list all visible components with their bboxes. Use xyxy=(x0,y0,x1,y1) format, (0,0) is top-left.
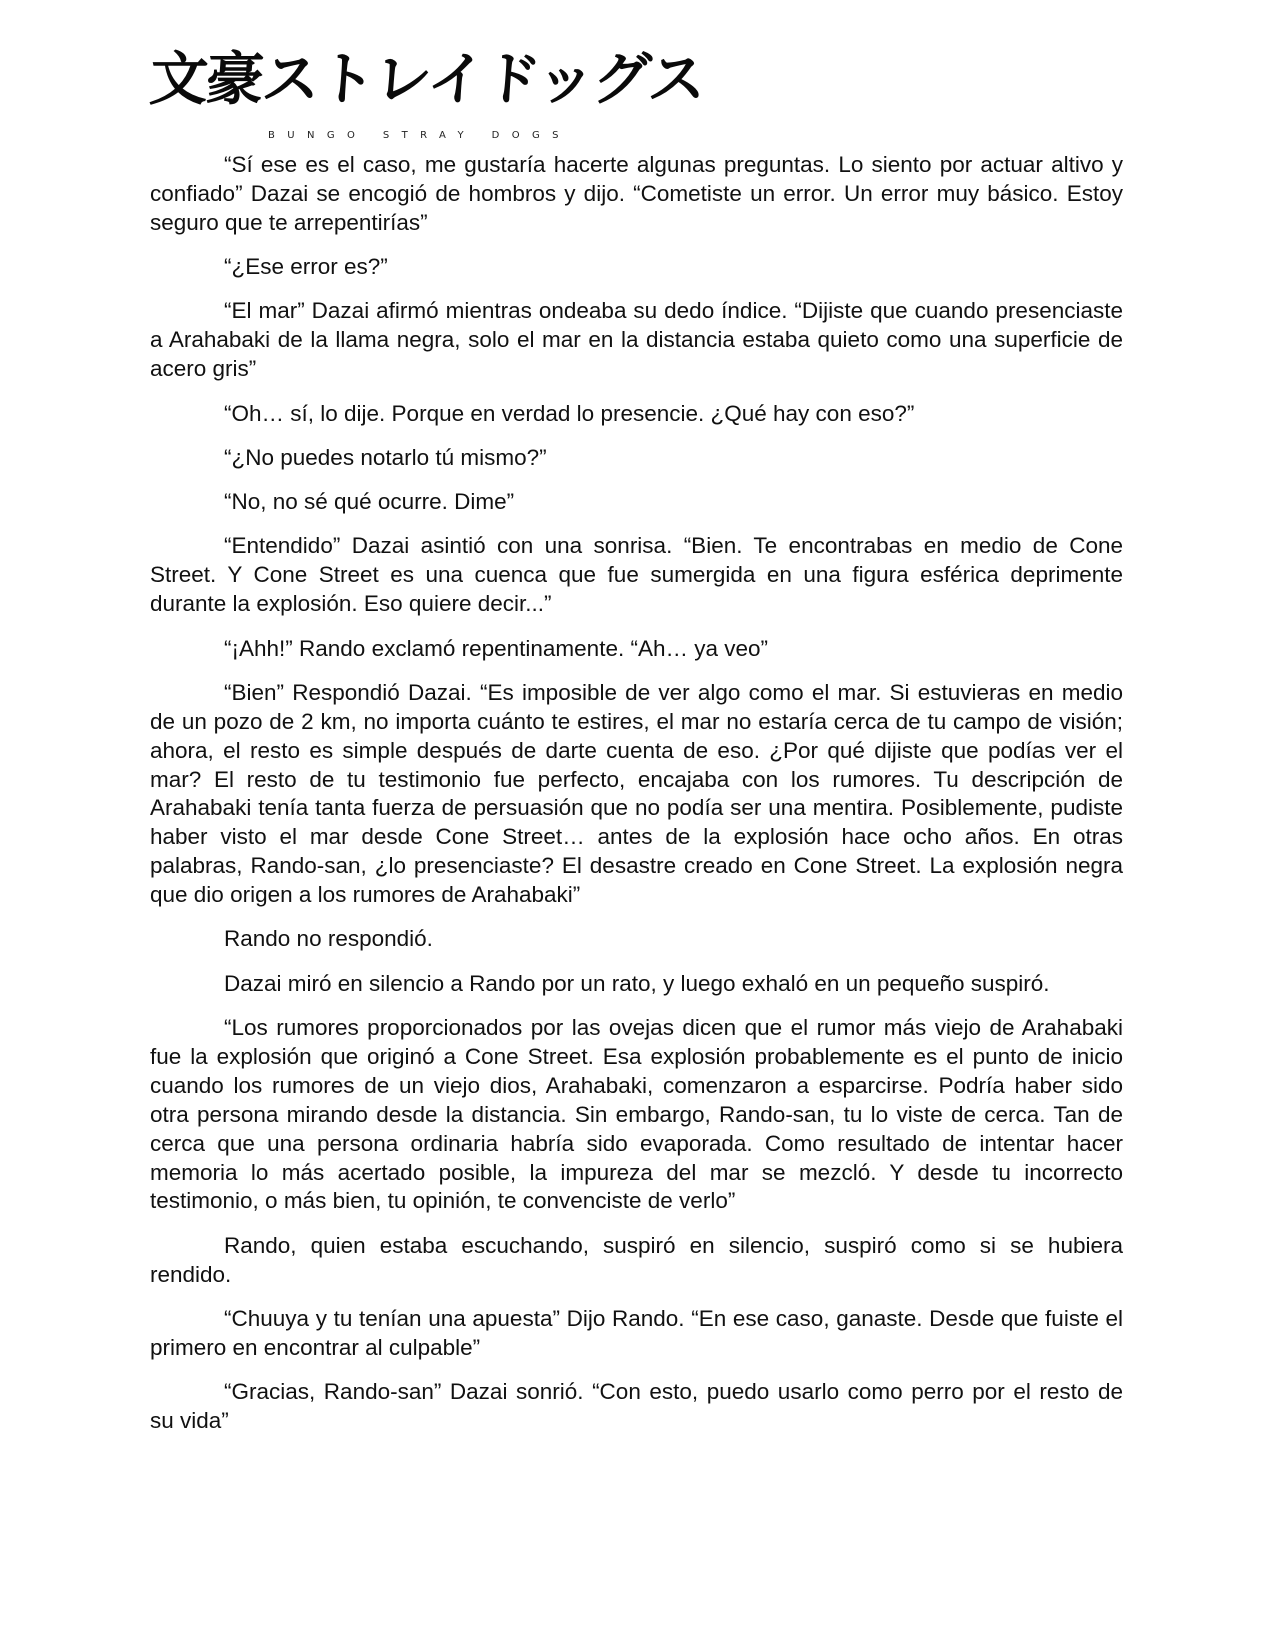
paragraph: “Gracias, Rando-san” Dazai sonrió. “Con esto, puedo usarlo como perro por el resto de su vida” xyxy=(150,1379,1123,1434)
paragraph: “Bien” Respondió Dazai. “Es imposible de ver algo como el mar. Si estuvieras en medio de un pozo de 2 km, no importa cuánto te estires, el mar no estaría cerca de tu campo de visión; ahora, el resto es simple después de darte cuenta de eso. ¿Por qué dijiste que podías ver el mar? El resto de tu testimonio fue perfecto, encajaba con los rumores. Tu descripción de Arahabaki tenía tanta fuerza de persuasión que no podía ser una mentira. Posiblemente, pudiste haber visto el mar desde Cone Street… antes de la explosión hace ocho años. En otras palabras, Rando-san, ¿lo presenciaste? El desastre creado en Cone Street. La explosión negra que dio origen a los rumores de Arahabaki” xyxy=(150,679,1123,908)
story-text xyxy=(150,151,1123,1451)
paragraph: “No, no sé qué ocurre. Dime” xyxy=(224,489,515,515)
paragraph: “Entendido” Dazai asintió con una sonrisa. “Bien. Te encontrabas en medio de Cone Street. Y Cone Street es una cuenca que fue sumergida en una figura esférica deprimente durante la explosión. Eso quiere decir...” xyxy=(150,533,1123,617)
paragraph: “Chuuya y tu tenían una apuesta” Dijo Rando. “En ese caso, ganaste. Desde que fuiste el primero en encontrar al culpable” xyxy=(150,1305,1123,1360)
paragraph: “Los rumores proporcionados por las ovejas dicen que el rumor más viejo de Arahabaki fue la explosión que originó a Cone Street. Esa explosión probablemente es el punto de inicio cuando los rumores de un viejo dios, Arahabaki, comenzaron a esparcirse. Podría haber sido otra persona mirando desde la distancia. Sin embargo, Rando-san, tu lo viste de cerca. Tan de cerca que una persona ordinaria habría sido evaporada. Como resultado de intentar hacer memoria lo más acertado posible, la impureza del mar se mezcló. Y desde tu incorrecto testimonio, o más bien, tu opinión, te convenciste de verlo” xyxy=(150,1015,1123,1214)
logo-english-subtitle: BUNGO STRAY DOGS xyxy=(268,130,571,141)
paragraph: Dazai miró en silencio a Rando por un rato, y luego exhaló en un pequeño suspiró. xyxy=(224,970,1050,996)
paragraph: “¡Ahh!” Rando exclamó repentinamente. “Ah… ya veo” xyxy=(224,635,769,661)
paragraph: “Oh… sí, lo dije. Porque en verdad lo presencie. ¿Qué hay con eso?” xyxy=(224,400,915,426)
paragraph: “El mar” Dazai afirmó mientras ondeaba su dedo índice. “Dijiste que cuando presenciaste a Arahabaki de la llama negra, solo el mar en la distancia estaba quieto como una superficie de acero gris” xyxy=(150,298,1123,382)
logo-japanese-title: 文豪ストレイドッグス xyxy=(147,45,707,113)
paragraph: “Sí ese es el caso, me gustaría hacerte algunas preguntas. Lo siento por actuar altivo y confiado” Dazai se encogió de hombros y dijo. “Cometiste un error. Un error muy básico. Estoy seguro que te arrepentirías” xyxy=(150,152,1123,235)
series-logo xyxy=(147,44,707,144)
paragraph: Rando no respondió. xyxy=(224,926,433,952)
paragraph: Rando, quien estaba escuchando, suspiró en silencio, suspiró como si se hubiera rendido. xyxy=(150,1232,1123,1287)
paragraph: “¿No puedes notarlo tú mismo?” xyxy=(224,444,547,470)
paragraph: “¿Ese error es?” xyxy=(224,254,388,280)
